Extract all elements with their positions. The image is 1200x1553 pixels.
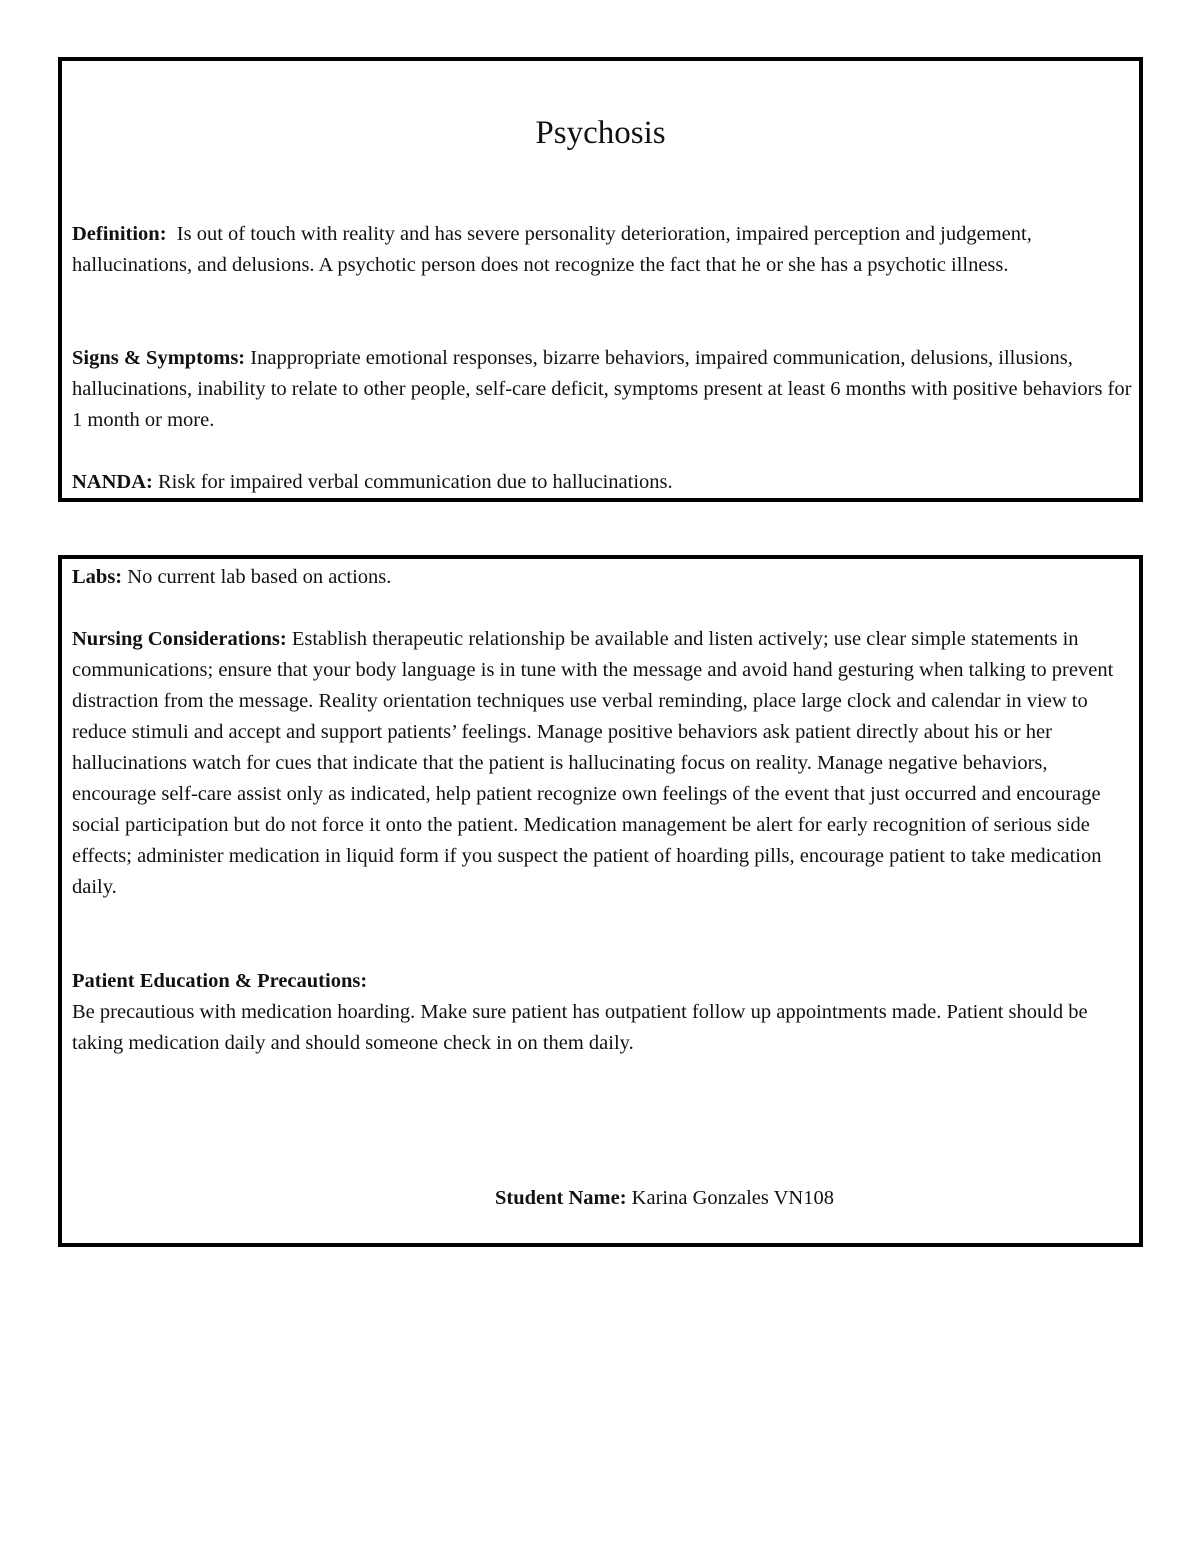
nursing-label: Nursing Considerations: [72, 628, 287, 650]
signs-section [72, 343, 1132, 436]
top-card-frame [58, 57, 1143, 502]
page-title: Psychosis [535, 115, 666, 151]
student-label: Student Name: [495, 1187, 627, 1209]
labs-label: Labs: [72, 566, 123, 588]
student-name: Karina Gonzales VN108 [631, 1187, 834, 1209]
student-name-line [495, 1183, 834, 1214]
nanda-label: NANDA: [72, 471, 153, 493]
nanda-section [72, 467, 1132, 498]
definition-section [72, 219, 1132, 281]
nanda-text: Risk for impaired verbal communication due to hallucinations. [157, 471, 673, 493]
education-section [72, 966, 1132, 1059]
definition-text: Is out of touch with reality and has severe personality deterioration, impaired perception and judgement, hallucinations, and delusions. A psychotic person does not recognize the fact that he or she has a psychotic illness. [72, 223, 1032, 276]
signs-text: Inappropriate emotional responses, bizarre behaviors, impaired communication, delusions, illusions, hallucinations, inability to relate to other people, self-care deficit, symptoms present at least 6 months with positive behaviors for 1 month or more. [72, 347, 1132, 431]
definition-label: Definition: [72, 223, 167, 245]
signs-label: Signs & Symptoms: [72, 347, 246, 369]
nursing-section [72, 624, 1132, 903]
education-text: Be precautious with medication hoarding. Make sure patient has outpatient follow up appointments made. Patient should be taking medication daily and should someone check in on them daily. [72, 1001, 1088, 1054]
labs-text: No current lab based on actions. [127, 566, 392, 588]
bottom-card-frame [58, 555, 1143, 1247]
education-label: Patient Education & Precautions: [72, 970, 368, 992]
labs-section [72, 562, 1132, 593]
nursing-text: Establish therapeutic relationship be available and listen actively; use clear simple statements in communications; ensure that your body language is in tune with the message and avoid hand gesturing when talking to prevent distraction from the message. Reality orientation techniques use verbal reminding, place large clock and calendar in view to reduce stimuli and accept and support patients’ feelings. Manage positive behaviors ask patient directly about his or her hallucinations watch for cues that indicate that the patient is hallucinating focus on reality. Manage negative behaviors, encourage self-care assist only as indicated, help patient recognize own feelings of the event that just occurred and encourage social participation but do not force it onto the patient. Medication management be alert for early recognition of serious side effects; administer medication in liquid form if you suspect the patient of hoarding pills, encourage patient to take medication daily. [72, 628, 1114, 898]
